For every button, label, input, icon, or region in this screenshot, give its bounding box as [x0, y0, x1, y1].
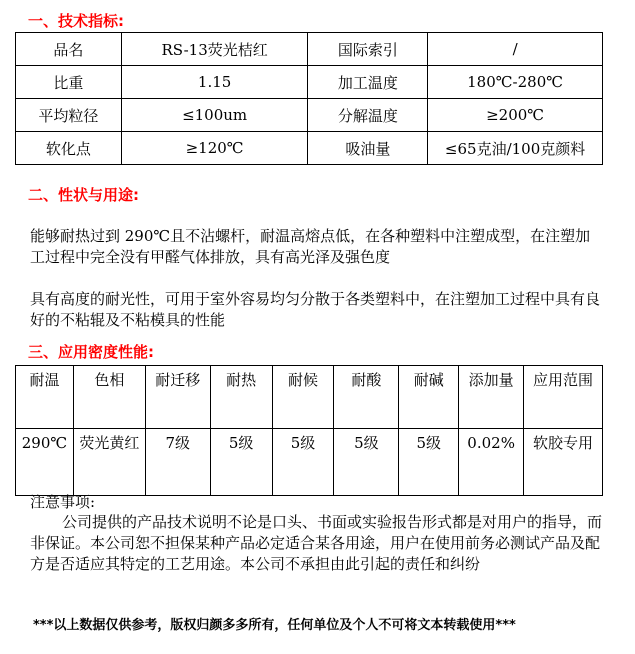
section-heading-properties: 二、性状与用途:	[28, 186, 139, 204]
properties-paragraph-1: 能够耐热过到 290℃且不沾螺杆，耐温高熔点低，在各种塑料中注塑成型，在注塑加工过程中完全没有甲醛气体排放，具有高光泽及强色度	[30, 227, 591, 266]
column-header: 应用范围	[524, 366, 603, 429]
spec-label: 加工温度	[308, 66, 428, 99]
table-row	[16, 33, 603, 66]
column-header: 耐碱	[399, 366, 459, 429]
properties-paragraph-2: 具有高度的耐光性，可用于室外容易均匀分散于各类塑料中，在注塑加工过程中具有良好的不粘辊及不粘模具的性能	[30, 290, 601, 329]
table-cell: 5级	[272, 429, 334, 496]
spec-value: 180℃-280℃	[428, 66, 603, 99]
table-cell: 软胶专用	[524, 429, 603, 496]
spec-value: ≤100um	[121, 99, 308, 132]
spec-label: 吸油量	[308, 132, 428, 165]
column-header: 添加量	[459, 366, 524, 429]
notes-body: 公司提供的产品技术说明不论是口头、书面或实验报告形式都是对用户的指导，而非保证。本公司恕不担保某种产品必定适合某各用途，用户在使用前务必测试产品及配方是否适应其特定的工艺用途。本公司不承担由此引起的责任和纠纷	[30, 513, 603, 573]
copyright-footer: ***以上数据仅供参考，版权归颜多多所有，任何单位及个人不可将文本转载使用***	[33, 618, 516, 633]
section-heading-specs: 一、技术指标:	[28, 12, 124, 30]
table-cell: 5级	[399, 429, 459, 496]
spec-value: ≤65克油/100克颜料	[428, 132, 603, 165]
spec-table	[15, 32, 603, 165]
table-cell: 0.02%	[459, 429, 524, 496]
table-row	[16, 99, 603, 132]
table-cell: 荧光黄红	[73, 429, 145, 496]
spec-value: 1.15	[121, 66, 308, 99]
notes-title: 注意事项:	[30, 493, 96, 511]
table-cell: 7级	[145, 429, 210, 496]
spec-value: RS-13荧光桔红	[121, 33, 308, 66]
spec-label: 分解温度	[308, 99, 428, 132]
spec-label: 软化点	[16, 132, 122, 165]
table-cell: 5级	[210, 429, 272, 496]
column-header: 耐迁移	[145, 366, 210, 429]
column-header: 色相	[73, 366, 145, 429]
spec-value: ≥120℃	[121, 132, 308, 165]
table-cell: 5级	[334, 429, 399, 496]
spec-label: 平均粒径	[16, 99, 122, 132]
table-row	[16, 132, 603, 165]
column-header: 耐温	[16, 366, 74, 429]
spec-value: ≥200℃	[428, 99, 603, 132]
table-row	[16, 66, 603, 99]
spec-label: 品名	[16, 33, 122, 66]
spec-label: 比重	[16, 66, 122, 99]
table-cell: 290℃	[16, 429, 74, 496]
spec-label: 国际索引	[308, 33, 428, 66]
column-header: 耐候	[272, 366, 334, 429]
table-row	[16, 429, 603, 496]
performance-table	[15, 365, 603, 496]
column-header: 耐热	[210, 366, 272, 429]
column-header: 耐酸	[334, 366, 399, 429]
table-header-row	[16, 366, 603, 429]
spec-value: /	[428, 33, 603, 66]
section-heading-performance: 三、应用密度性能:	[28, 343, 154, 361]
